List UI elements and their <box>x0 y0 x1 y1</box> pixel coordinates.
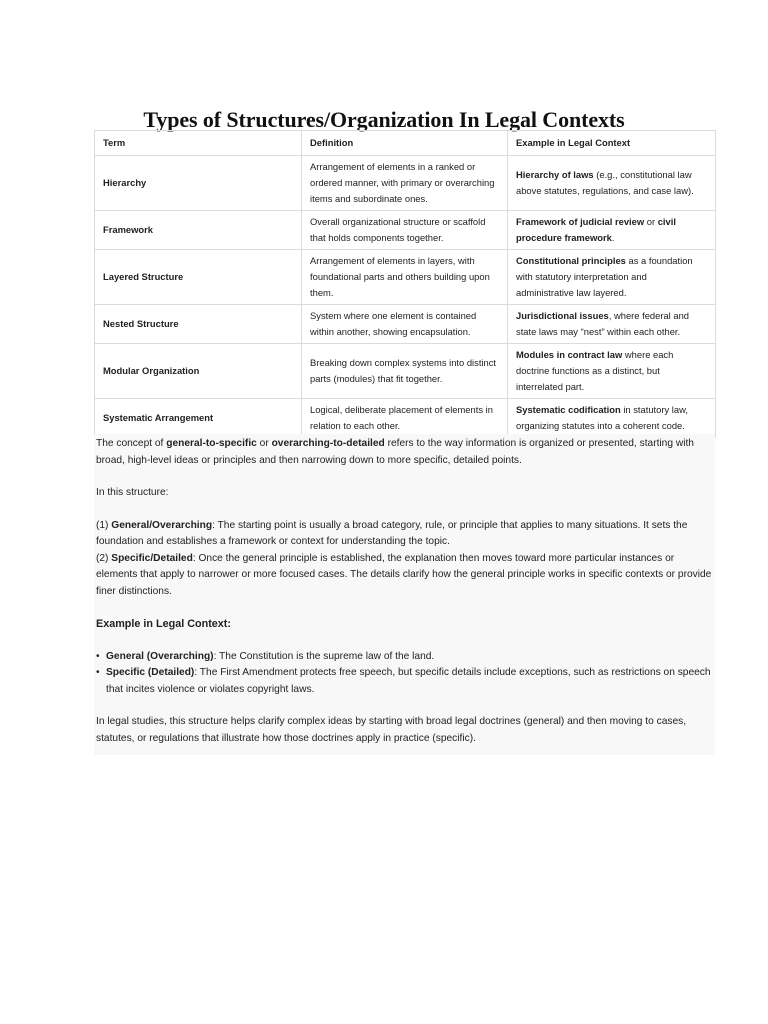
conclusion-paragraph: In legal studies, this structure helps clarify complex ideas by starting with broad legal doctrines (general) and then moving to cases, statutes, or regulations that illustrate how those doctrines apply in practice (specific). <box>96 716 687 744</box>
example-cell: Modules in contract law where each doctrine functions as a distinct, but interrelated part. <box>508 344 716 399</box>
table-row <box>95 250 716 305</box>
definition-cell: Arrangement of elements in layers, with foundational parts and others building upon them. <box>302 250 508 305</box>
bullet-icon: • <box>96 650 100 662</box>
table-row <box>95 156 716 211</box>
general-point: (1) General/Overarching: The starting point is usually a broad category, rule, or principle that applies to many situations. It sets the foundation and establishes a framework or context for understanding the topic. <box>96 519 688 547</box>
structure-lead: In this structure: <box>96 487 169 498</box>
definition-cell: System where one element is contained within another, showing encapsulation. <box>302 305 508 344</box>
bullet-icon: • <box>96 667 100 678</box>
header-example: Example in Legal Context <box>508 131 716 156</box>
term-cell: Layered Structure <box>95 250 302 305</box>
example-cell: Hierarchy of laws (e.g., constitutional law above statutes, regulations, and case law). <box>508 156 716 211</box>
term-cell: Modular Organization <box>95 344 302 399</box>
example-heading: Example in Legal Context: <box>96 618 231 630</box>
list-item <box>96 665 715 698</box>
table-header-row <box>95 131 716 156</box>
definition-cell: Logical, deliberate placement of elements in relation to each other. <box>302 399 508 438</box>
example-list <box>96 649 715 699</box>
table-row <box>95 211 716 250</box>
example-cell: Systematic codification in statutory law, organizing statutes into a coherent code. <box>508 399 716 438</box>
explanation-panel <box>94 434 715 755</box>
definition-cell: Breaking down complex systems into distinct parts (modules) that fit together. <box>302 344 508 399</box>
table-row <box>95 399 716 438</box>
term-cell: Framework <box>95 211 302 250</box>
example-cell: Constitutional principles as a foundation with statutory interpretation and administrative law layered. <box>508 250 716 305</box>
list-item <box>96 649 715 666</box>
example-cell: Jurisdictional issues, where federal and state laws may “nest” within each other. <box>508 305 716 344</box>
term-cell: Nested Structure <box>95 305 302 344</box>
general-example: General (Overarching): The Constitution is the supreme law of the land. <box>106 650 435 662</box>
specific-point: (2) Specific/Detailed: Once the general principle is established, the explanation then moves toward more particular instances or elements that apply to narrower or more focused cases. The details clarify how the general principle works in specific contexts or provide finer distinctions. <box>96 552 712 597</box>
intro-paragraph: The concept of general-to-specific or overarching-to-detailed refers to the way information is organized or presented, starting with broad, high-level ideas or principles and then narrowing down to more specific, detailed points. <box>96 438 694 466</box>
page-title: Types of Structures/Organization In Legal Contexts <box>143 106 625 132</box>
term-cell: Hierarchy <box>95 156 302 211</box>
table-row <box>95 305 716 344</box>
specific-example: Specific (Detailed): The First Amendment protects free speech, but specific details include exceptions, such as restrictions on speech that incites violence or violates copyright laws. <box>106 667 711 695</box>
definition-cell: Overall organizational structure or scaffold that holds components together. <box>302 211 508 250</box>
table-row <box>95 344 716 399</box>
header-term: Term <box>95 131 302 156</box>
definition-cell: Arrangement of elements in a ranked or ordered manner, with primary or overarching items and subordinate ones. <box>302 156 508 211</box>
header-definition: Definition <box>302 131 508 156</box>
example-cell: Framework of judicial review or civil procedure framework. <box>508 211 716 250</box>
structures-table <box>94 130 716 438</box>
term-cell: Systematic Arrangement <box>95 399 302 438</box>
